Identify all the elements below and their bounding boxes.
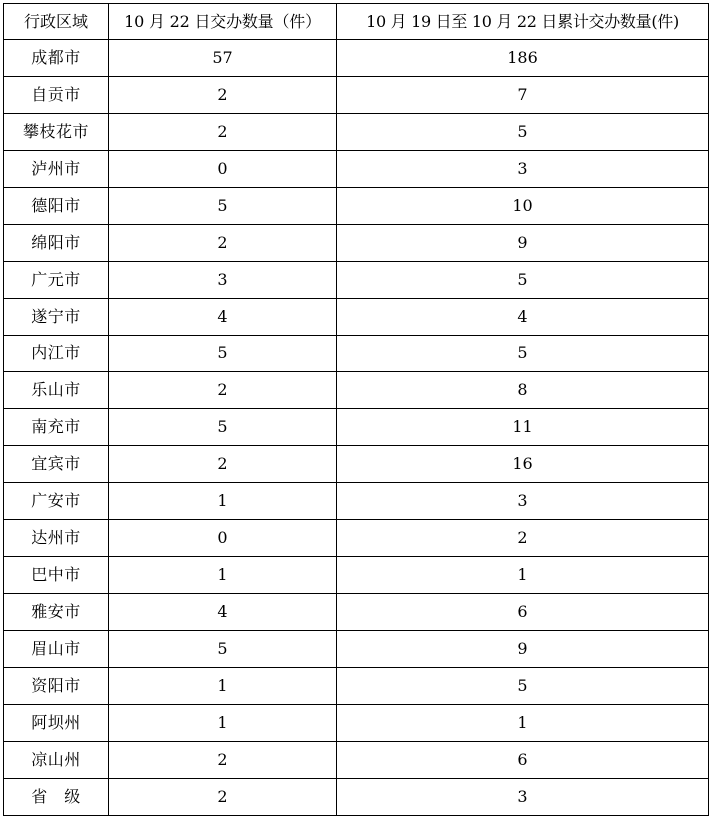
cumulative-count-cell: 5 <box>337 335 709 372</box>
daily-count-cell: 0 <box>109 150 337 187</box>
header-daily-count: 10 月 22 日交办数量（件） <box>109 4 337 40</box>
table-row <box>4 667 709 704</box>
daily-count-cell: 5 <box>109 335 337 372</box>
table-row <box>4 778 709 815</box>
daily-count-cell: 2 <box>109 113 337 150</box>
cumulative-count-cell: 5 <box>337 113 709 150</box>
cumulative-count-cell: 2 <box>337 520 709 557</box>
cumulative-count-cell: 3 <box>337 150 709 187</box>
table-row <box>4 446 709 483</box>
table-row <box>4 741 709 778</box>
region-cell: 泸州市 <box>4 150 109 187</box>
region-cell: 达州市 <box>4 520 109 557</box>
daily-count-cell: 1 <box>109 704 337 741</box>
daily-count-cell: 1 <box>109 557 337 594</box>
header-cumulative-count: 10 月 19 日至 10 月 22 日累计交办数量(件) <box>337 4 709 40</box>
daily-count-cell: 2 <box>109 778 337 815</box>
region-cell: 遂宁市 <box>4 298 109 335</box>
table-row <box>4 261 709 298</box>
table-body <box>4 40 709 816</box>
cumulative-count-cell: 186 <box>337 40 709 77</box>
table-row <box>4 520 709 557</box>
header-row <box>4 4 709 40</box>
region-cell: 内江市 <box>4 335 109 372</box>
daily-count-cell: 0 <box>109 520 337 557</box>
table-row <box>4 372 709 409</box>
table-row <box>4 224 709 261</box>
table-row <box>4 187 709 224</box>
region-cell: 广安市 <box>4 483 109 520</box>
daily-count-cell: 2 <box>109 446 337 483</box>
daily-count-cell: 5 <box>109 631 337 668</box>
table-row <box>4 113 709 150</box>
table-row <box>4 40 709 77</box>
cumulative-count-cell: 4 <box>337 298 709 335</box>
daily-count-cell: 3 <box>109 261 337 298</box>
table-row <box>4 704 709 741</box>
region-cell: 资阳市 <box>4 667 109 704</box>
region-cell: 乐山市 <box>4 372 109 409</box>
region-cell: 德阳市 <box>4 187 109 224</box>
region-cell: 阿坝州 <box>4 704 109 741</box>
case-assignment-table <box>3 3 709 816</box>
daily-count-cell: 5 <box>109 409 337 446</box>
region-cell: 南充市 <box>4 409 109 446</box>
region-cell: 成都市 <box>4 40 109 77</box>
cumulative-count-cell: 1 <box>337 704 709 741</box>
region-cell: 攀枝花市 <box>4 113 109 150</box>
table-row <box>4 594 709 631</box>
cumulative-count-cell: 6 <box>337 594 709 631</box>
cumulative-count-cell: 1 <box>337 557 709 594</box>
region-cell: 绵阳市 <box>4 224 109 261</box>
cumulative-count-cell: 3 <box>337 778 709 815</box>
cumulative-count-cell: 9 <box>337 224 709 261</box>
region-cell: 眉山市 <box>4 631 109 668</box>
region-cell: 自贡市 <box>4 76 109 113</box>
table-row <box>4 76 709 113</box>
table-row <box>4 150 709 187</box>
table-row <box>4 409 709 446</box>
cumulative-count-cell: 9 <box>337 631 709 668</box>
cumulative-count-cell: 11 <box>337 409 709 446</box>
table-row <box>4 557 709 594</box>
region-cell: 宜宾市 <box>4 446 109 483</box>
cumulative-count-cell: 5 <box>337 667 709 704</box>
table-row <box>4 335 709 372</box>
table-header <box>4 4 709 40</box>
daily-count-cell: 2 <box>109 76 337 113</box>
daily-count-cell: 2 <box>109 372 337 409</box>
daily-count-cell: 4 <box>109 594 337 631</box>
cumulative-count-cell: 16 <box>337 446 709 483</box>
table-row <box>4 631 709 668</box>
daily-count-cell: 2 <box>109 741 337 778</box>
cumulative-count-cell: 7 <box>337 76 709 113</box>
cumulative-count-cell: 5 <box>337 261 709 298</box>
region-cell: 雅安市 <box>4 594 109 631</box>
daily-count-cell: 1 <box>109 483 337 520</box>
region-cell: 省 级 <box>4 778 109 815</box>
cumulative-count-cell: 8 <box>337 372 709 409</box>
daily-count-cell: 5 <box>109 187 337 224</box>
table-row <box>4 298 709 335</box>
cumulative-count-cell: 6 <box>337 741 709 778</box>
region-cell: 广元市 <box>4 261 109 298</box>
daily-count-cell: 57 <box>109 40 337 77</box>
cumulative-count-cell: 10 <box>337 187 709 224</box>
daily-count-cell: 1 <box>109 667 337 704</box>
cumulative-count-cell: 3 <box>337 483 709 520</box>
region-cell: 凉山州 <box>4 741 109 778</box>
daily-count-cell: 2 <box>109 224 337 261</box>
table-row <box>4 483 709 520</box>
daily-count-cell: 4 <box>109 298 337 335</box>
header-region: 行政区域 <box>4 4 109 40</box>
region-cell: 巴中市 <box>4 557 109 594</box>
